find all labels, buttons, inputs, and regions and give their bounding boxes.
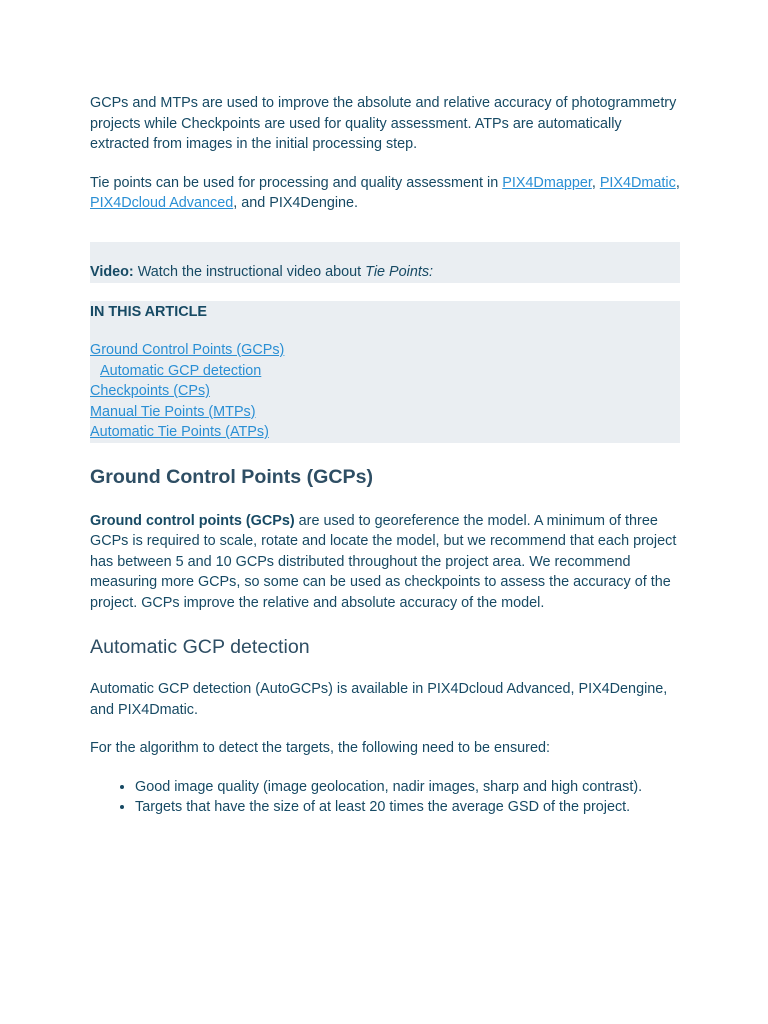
video-description: Watch the instructional video about (133, 263, 366, 280)
video-label: Video: (90, 263, 134, 280)
video-text (90, 262, 680, 283)
separator: , (591, 174, 600, 191)
algorithm-paragraph: For the algorithm to detect the targets, the following need to be ensured: (90, 740, 550, 756)
auto-gcp-heading: Automatic GCP detection (90, 636, 310, 658)
toc-link-manual-tie-points[interactable]: Manual Tie Points (MTPs) (90, 403, 256, 420)
tie-points-paragraph (90, 173, 680, 214)
list-item: • Good image quality (image geolocation, nadir images, sharp and high contrast). (135, 777, 680, 798)
toc-link-automatic-gcp-detection[interactable]: Automatic GCP detection (100, 362, 262, 379)
toc-link-checkpoints[interactable]: Checkpoints (CPs) (90, 383, 210, 399)
gcp-term: Ground control points (GCPs) (90, 512, 295, 529)
separator: , (675, 174, 680, 191)
gcp-heading: Ground Control Points (GCPs) (90, 465, 373, 488)
toc-title: IN THIS ARTICLE (90, 303, 207, 320)
pix4dmatic-link[interactable]: PIX4Dmatic (599, 174, 676, 191)
auto-gcp-paragraph: Automatic GCP detection (AutoGCPs) is available in PIX4Dcloud Advanced, PIX4Dengine, and PIX4Dmatic. (90, 681, 668, 718)
video-callout (90, 242, 680, 283)
pix4dmapper-link[interactable]: PIX4Dmapper (502, 174, 592, 191)
gcp-description: are used to georeference the model. A minimum of three GCPs is required to scale, rotate and locate the model, but we recommend that each project has between 5 and 10 GCPs distributed throughout the project area. We recommend measuring more GCPs, so some can be used as checkpoints to assess the accuracy of the project. GCPs improve the relative and absolute accuracy of the model. (90, 512, 677, 611)
list-item: • Targets that have the size of at least 20 times the average GSD of the project. (135, 797, 680, 818)
video-topic: Tie Points: (365, 263, 434, 280)
tie-points-suffix: , and PIX4Dengine. (233, 195, 359, 211)
tie-points-prefix: Tie points can be used for processing and quality assessment in (90, 174, 503, 191)
table-of-contents (90, 301, 680, 443)
intro-paragraph: GCPs and MTPs are used to improve the absolute and relative accuracy of photogrammetry projects while Checkpoints are used for quality assessment. ATPs are automatically extracted from images in the initial processing step. (90, 95, 677, 152)
pix4dcloud-advanced-link[interactable]: PIX4Dcloud Advanced (90, 195, 234, 211)
article-content (90, 93, 680, 818)
toc-link-automatic-tie-points[interactable]: Automatic Tie Points (ATPs) (90, 424, 269, 440)
requirements-list (90, 777, 680, 818)
toc-link-gcps[interactable]: Ground Control Points (GCPs) (90, 342, 285, 358)
gcp-paragraph (90, 511, 680, 614)
